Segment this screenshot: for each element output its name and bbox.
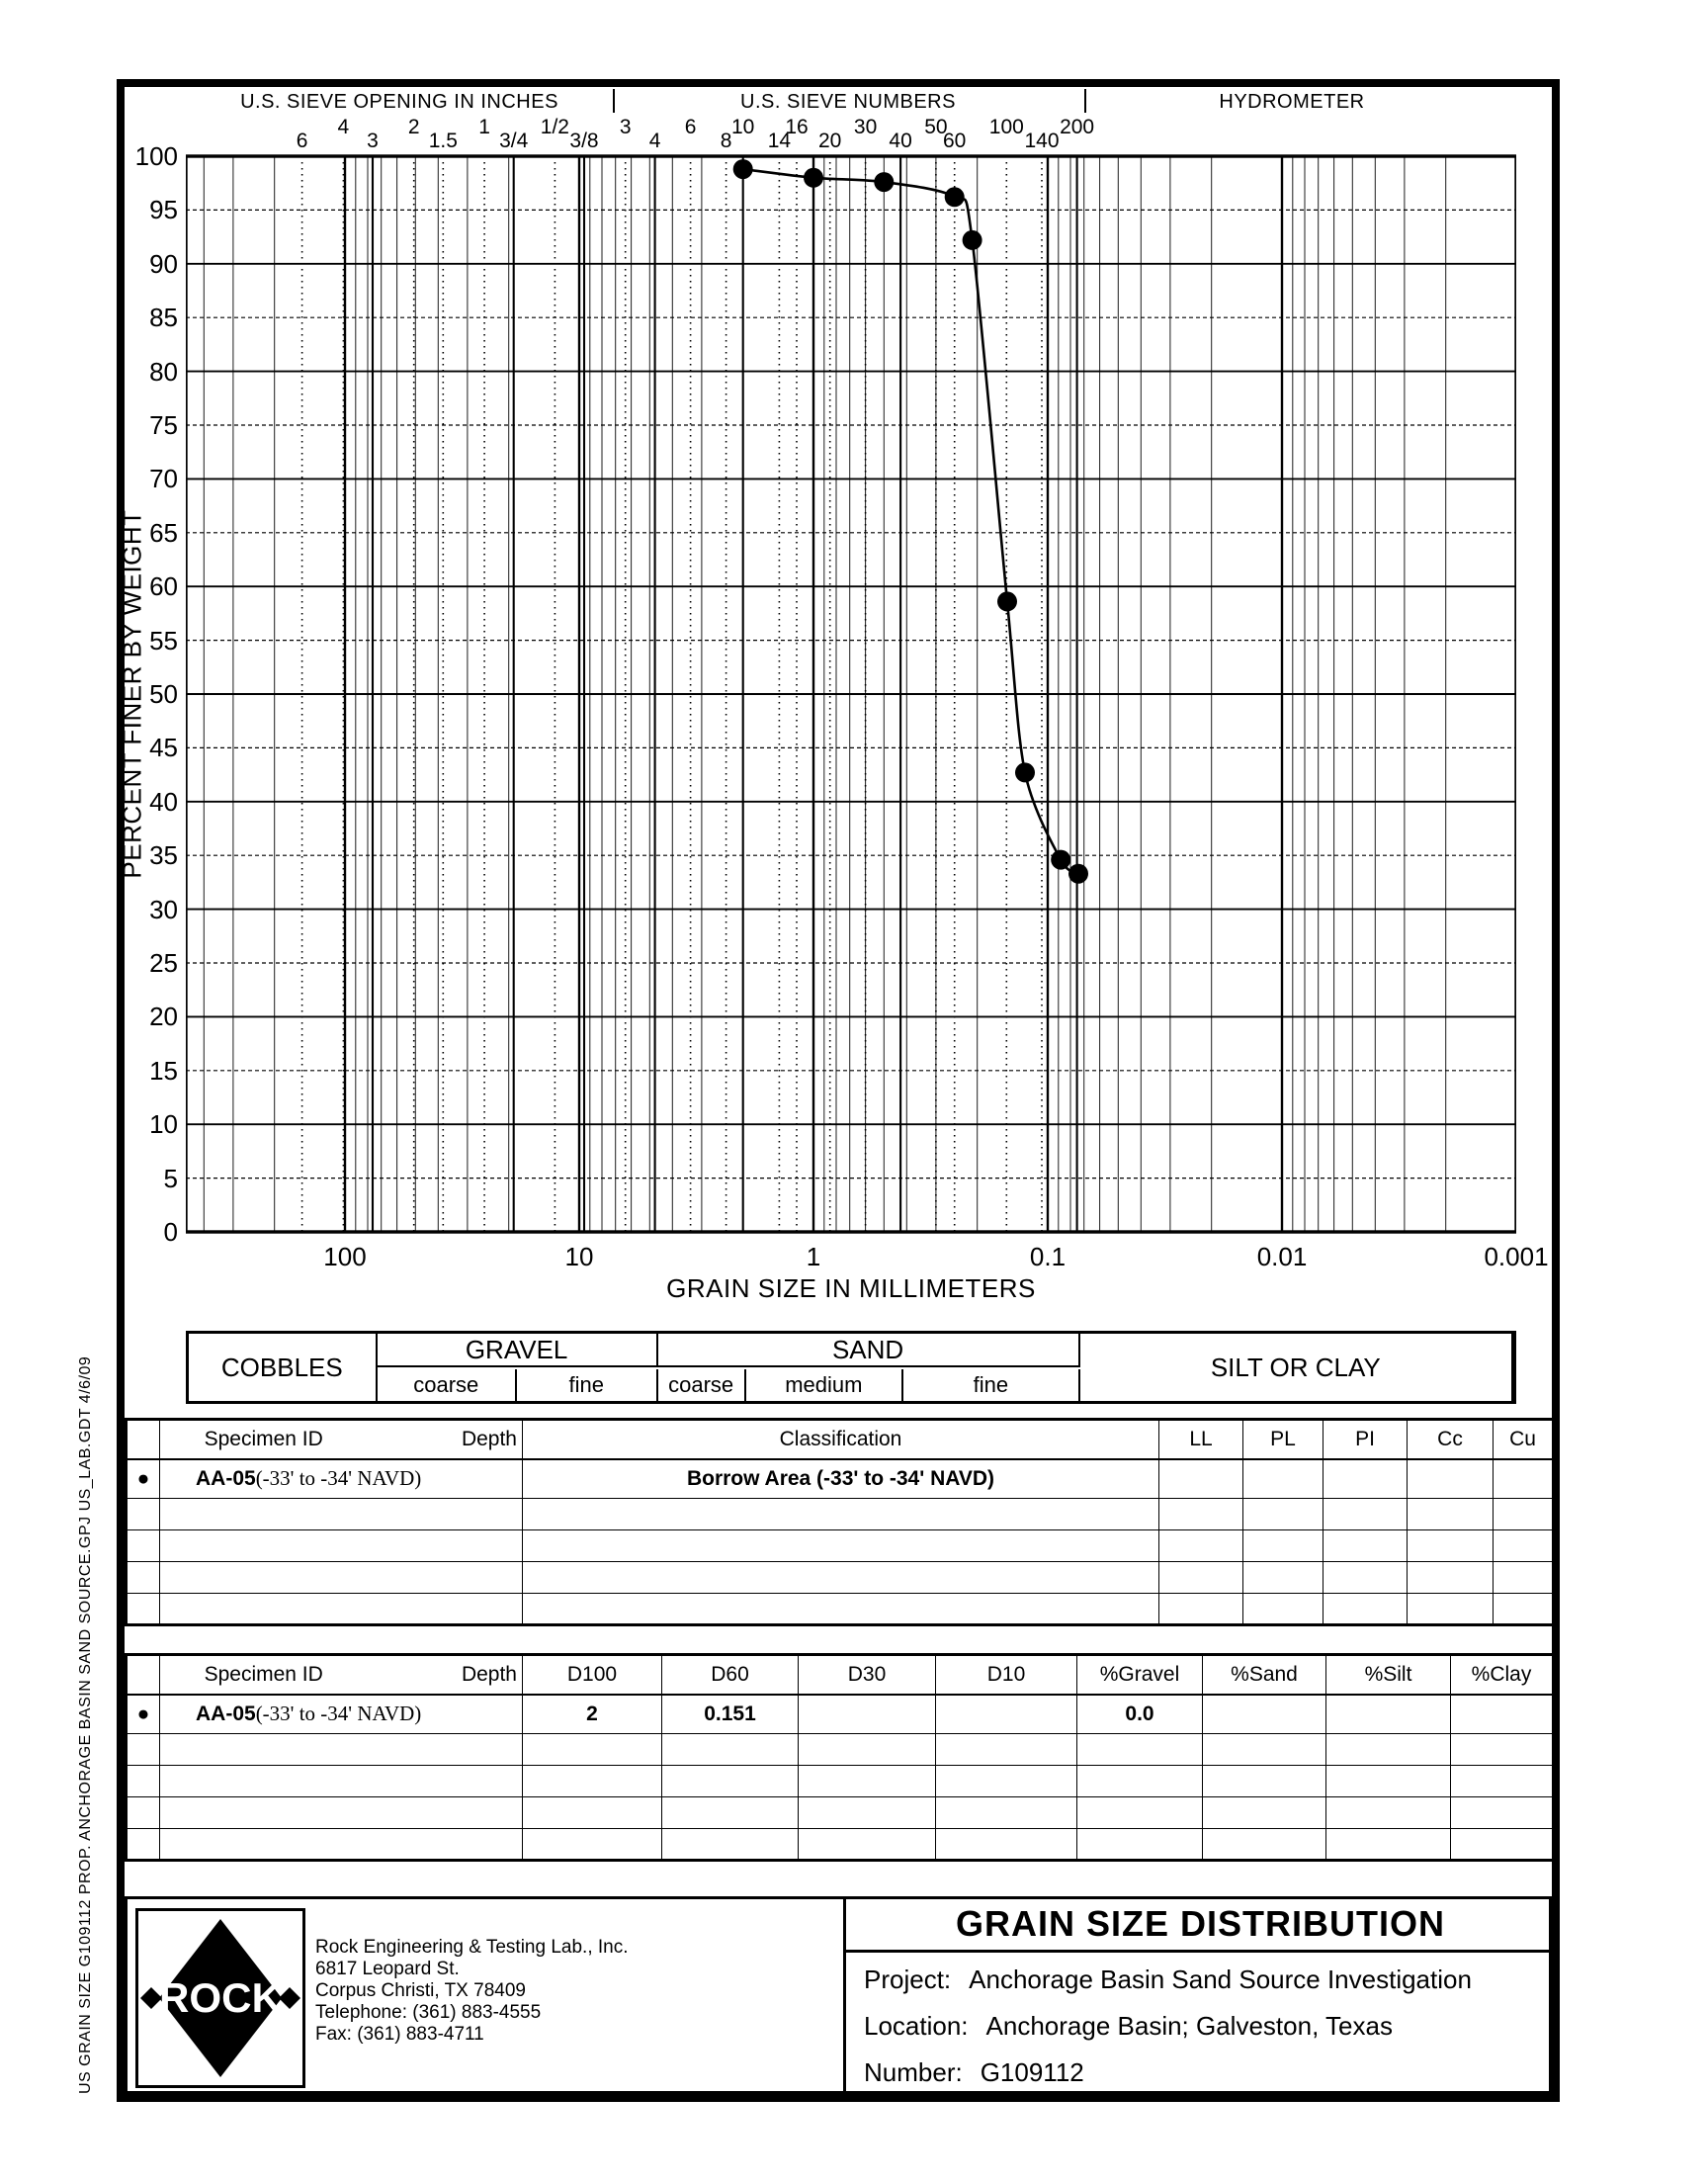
y-tick-label: 40 — [149, 786, 178, 817]
value-cell — [1494, 1459, 1554, 1499]
empty-cell — [1243, 1562, 1324, 1594]
specimen-depth-header — [160, 1420, 523, 1459]
column-header: LL — [1159, 1420, 1243, 1459]
y-tick-label: 100 — [134, 141, 178, 171]
table-row — [127, 1695, 1554, 1734]
table-row — [127, 1766, 1554, 1797]
empty-cell — [662, 1734, 799, 1766]
empty-cell — [1326, 1766, 1451, 1797]
empty-cell — [1077, 1829, 1203, 1861]
sieve-label: 3/4 — [499, 130, 529, 152]
x-tick-label: 0.001 — [1484, 1242, 1549, 1271]
column-header: D60 — [662, 1655, 799, 1695]
specimen-depth-cell — [160, 1459, 523, 1499]
empty-cell — [1408, 1530, 1494, 1562]
value-cell — [936, 1695, 1077, 1734]
column-header: Classification — [523, 1420, 1159, 1459]
empty-cell — [662, 1797, 799, 1829]
sieve-label: 4 — [337, 116, 350, 138]
value-cell — [1408, 1459, 1494, 1499]
logo-right-diamond — [279, 1987, 300, 2009]
empty-cell — [662, 1829, 799, 1861]
empty-cell — [1451, 1734, 1554, 1766]
value-cell — [799, 1695, 936, 1734]
y-tick-label: 50 — [149, 679, 178, 709]
column-header: Cc — [1408, 1420, 1494, 1459]
y-tick-label: 15 — [149, 1055, 178, 1086]
empty-cell — [127, 1766, 160, 1797]
empty-cell — [127, 1499, 160, 1530]
empty-cell — [936, 1734, 1077, 1766]
y-tick-label: 25 — [149, 948, 178, 978]
empty-cell — [160, 1499, 523, 1530]
x-tick-label: 0.01 — [1256, 1242, 1308, 1271]
table-row — [127, 1655, 1554, 1695]
empty-cell — [1203, 1829, 1326, 1861]
empty-cell — [1326, 1734, 1451, 1766]
y-tick-label: 80 — [149, 356, 178, 387]
empty-cell — [523, 1829, 662, 1861]
empty-cell — [160, 1829, 523, 1861]
class-subzone-label: fine — [517, 1369, 658, 1401]
sieve-label: 1.5 — [428, 130, 458, 152]
y-tick-label: 10 — [149, 1109, 178, 1140]
sieve-label: 4 — [648, 130, 661, 152]
empty-cell — [1159, 1594, 1243, 1625]
empty-cell — [1494, 1562, 1554, 1594]
empty-cell — [1408, 1594, 1494, 1625]
table-row — [127, 1797, 1554, 1829]
value-cell: 0.151 — [662, 1695, 799, 1734]
empty-cell — [799, 1766, 936, 1797]
data-point — [804, 168, 823, 188]
title-block — [125, 1896, 1552, 2094]
empty-cell — [160, 1797, 523, 1829]
empty-cell — [662, 1766, 799, 1797]
empty-cell — [1324, 1562, 1408, 1594]
column-header: PL — [1243, 1420, 1324, 1459]
empty-cell — [127, 1594, 160, 1625]
data-point — [963, 230, 982, 250]
empty-cell — [1451, 1797, 1554, 1829]
empty-cell — [523, 1499, 1159, 1530]
value-cell — [1326, 1695, 1451, 1734]
sieve-label: 200 — [1060, 116, 1095, 138]
empty-cell — [160, 1594, 523, 1625]
class-subzone-label: coarse — [378, 1369, 517, 1401]
company-address-line: 6817 Leopard St. — [315, 1959, 460, 1979]
empty-cell — [160, 1734, 523, 1766]
empty-cell — [160, 1766, 523, 1797]
sieve-label: 100 — [988, 116, 1024, 138]
empty-cell — [1243, 1530, 1324, 1562]
sieve-label: 50 — [924, 116, 948, 138]
empty-cell — [1494, 1530, 1554, 1562]
class-zone-label: GRAVEL — [378, 1334, 658, 1367]
column-header: %Gravel — [1077, 1655, 1203, 1695]
y-tick-label: 65 — [149, 517, 178, 548]
value-cell: Borrow Area (-33' to -34' NAVD) — [523, 1459, 1159, 1499]
empty-cell — [936, 1829, 1077, 1861]
table-row — [127, 1829, 1554, 1861]
company-address-line: Fax: (361) 883-4711 — [315, 2024, 484, 2045]
specimen-id: AA-05 — [196, 1466, 256, 1490]
column-header: Cu — [1494, 1420, 1554, 1459]
y-tick-label: 60 — [149, 571, 178, 602]
data-point — [945, 187, 965, 207]
specimen-depth-header — [160, 1655, 523, 1695]
empty-cell — [1159, 1530, 1243, 1562]
project-line — [864, 1965, 1472, 1995]
y-tick-label: 85 — [149, 303, 178, 333]
empty-cell — [160, 1530, 523, 1562]
x-tick-label: 0.1 — [1029, 1242, 1067, 1271]
empty-cell — [1203, 1734, 1326, 1766]
column-header: D100 — [523, 1655, 662, 1695]
empty-cell — [127, 1530, 160, 1562]
data-point — [1051, 850, 1070, 870]
location-value: Anchorage Basin; Galveston, Texas — [985, 2011, 1393, 2041]
soil-classification-bar — [186, 1331, 1516, 1404]
empty-cell — [127, 1562, 160, 1594]
value-cell: 0.0 — [1077, 1695, 1203, 1734]
y-tick-label: 20 — [149, 1002, 178, 1032]
column-header: %Silt — [1326, 1655, 1451, 1695]
y-tick-label: 75 — [149, 410, 178, 440]
class-subzone-label: fine — [903, 1369, 1080, 1401]
data-point — [997, 591, 1017, 611]
empty-cell — [799, 1734, 936, 1766]
y-tick-label: 45 — [149, 733, 178, 763]
y-tick-label: 30 — [149, 894, 178, 924]
empty-cell — [1451, 1829, 1554, 1861]
empty-cell — [1326, 1797, 1451, 1829]
sieve-label: 16 — [785, 116, 809, 138]
sieve-label: 3 — [367, 130, 379, 152]
column-header: PI — [1324, 1420, 1408, 1459]
table-row — [127, 1420, 1554, 1459]
project-label: Project: — [864, 1965, 952, 1994]
empty-cell — [523, 1562, 1159, 1594]
empty-cell — [799, 1829, 936, 1861]
header-separator — [613, 89, 615, 113]
column-header: D30 — [799, 1655, 936, 1695]
header-separator — [1084, 89, 1086, 113]
y-tick-label: 70 — [149, 464, 178, 494]
sieve-label: 8 — [720, 130, 732, 152]
header-sieve-numbers: U.S. SIEVE NUMBERS — [740, 91, 956, 113]
y-axis-title: PERCENT FINER BY WEIGHT — [117, 509, 147, 879]
col-specimen-id: Specimen ID — [204, 1427, 323, 1450]
class-zone-label: SILT OR CLAY — [1080, 1334, 1513, 1401]
sieve-label: 10 — [731, 116, 755, 138]
empty-cell — [936, 1797, 1077, 1829]
empty-cell — [1324, 1530, 1408, 1562]
empty-cell — [1077, 1797, 1203, 1829]
class-zone-label: COBBLES — [189, 1334, 378, 1401]
x-tick-label: 100 — [323, 1242, 367, 1271]
empty-cell — [523, 1797, 662, 1829]
data-point — [733, 159, 753, 179]
sieve-label: 30 — [853, 116, 878, 138]
gradation-values-table — [125, 1653, 1555, 1862]
y-tick-label: 35 — [149, 840, 178, 871]
specimen-depth-cell — [160, 1695, 523, 1734]
value-cell: 2 — [523, 1695, 662, 1734]
empty-cell — [1324, 1499, 1408, 1530]
x-axis-title: GRAIN SIZE IN MILLIMETERS — [666, 1273, 1036, 1303]
sieve-label: 1 — [478, 116, 490, 138]
company-address-line: Telephone: (361) 883-4555 — [315, 2002, 542, 2023]
empty-cell — [1324, 1594, 1408, 1625]
svg-text:ROCK: ROCK — [159, 1974, 282, 2021]
empty-cell — [523, 1734, 662, 1766]
data-point — [1015, 762, 1035, 782]
bullet-column-header — [127, 1655, 160, 1695]
value-cell — [1243, 1459, 1324, 1499]
empty-cell — [1494, 1499, 1554, 1530]
data-point — [1068, 864, 1088, 884]
project-value: Anchorage Basin Sand Source Investigation — [969, 1965, 1472, 1994]
y-tick-label: 90 — [149, 248, 178, 279]
empty-cell — [160, 1562, 523, 1594]
empty-cell — [127, 1797, 160, 1829]
table-row — [127, 1562, 1554, 1594]
row-bullet: ● — [127, 1695, 160, 1734]
column-header: D10 — [936, 1655, 1077, 1695]
empty-cell — [1077, 1734, 1203, 1766]
sieve-label: 14 — [767, 130, 792, 152]
x-tick-label: 10 — [564, 1242, 594, 1271]
empty-cell — [936, 1766, 1077, 1797]
class-subzone-label: coarse — [658, 1369, 746, 1401]
empty-cell — [523, 1530, 1159, 1562]
specimen-depth: (-33' to -34' NAVD) — [255, 1702, 422, 1726]
empty-cell — [523, 1766, 662, 1797]
col-depth: Depth — [461, 1662, 517, 1686]
empty-cell — [1494, 1594, 1554, 1625]
sieve-label: 140 — [1024, 130, 1060, 152]
sieve-label: 1/2 — [540, 116, 569, 138]
title-rule — [846, 1950, 1555, 1953]
class-subzone-label: medium — [746, 1369, 903, 1401]
sieve-label: 2 — [407, 116, 420, 138]
specimen-id: AA-05 — [196, 1702, 256, 1725]
data-point — [874, 172, 894, 192]
number-line — [864, 2057, 1084, 2088]
table-row — [127, 1594, 1554, 1625]
sieve-label: 6 — [684, 116, 697, 138]
y-tick-label: 95 — [149, 195, 178, 225]
empty-cell — [799, 1797, 936, 1829]
empty-cell — [1203, 1766, 1326, 1797]
number-value: G109112 — [980, 2057, 1084, 2087]
sieve-label: 3/8 — [569, 130, 599, 152]
empty-cell — [127, 1734, 160, 1766]
row-bullet: ● — [127, 1459, 160, 1499]
specimen-classification-table — [125, 1418, 1555, 1626]
rock-logo-icon — [138, 1911, 302, 2085]
company-logo-box — [135, 1908, 305, 2088]
number-label: Number: — [864, 2057, 963, 2087]
empty-cell — [1408, 1499, 1494, 1530]
value-cell — [1451, 1695, 1554, 1734]
empty-cell — [1203, 1797, 1326, 1829]
location-label: Location: — [864, 2011, 969, 2041]
report-title: GRAIN SIZE DISTRIBUTION — [955, 1903, 1445, 1944]
table-row — [127, 1530, 1554, 1562]
table-row — [127, 1734, 1554, 1766]
empty-cell — [1451, 1766, 1554, 1797]
col-depth: Depth — [461, 1427, 517, 1450]
header-sieve-opening-inches: U.S. SIEVE OPENING IN INCHES — [240, 91, 558, 113]
empty-cell — [1077, 1766, 1203, 1797]
col-specimen-id: Specimen ID — [204, 1662, 323, 1686]
empty-cell — [1159, 1562, 1243, 1594]
table-row — [127, 1499, 1554, 1530]
header-hydrometer: HYDROMETER — [1219, 91, 1365, 113]
company-address — [315, 1937, 629, 2046]
value-cell — [1203, 1695, 1326, 1734]
grain-size-chart — [186, 138, 1516, 1236]
class-zone-label: SAND — [658, 1334, 1080, 1367]
sieve-label: 40 — [889, 130, 912, 152]
empty-cell — [1243, 1499, 1324, 1530]
company-address-line: Corpus Christi, TX 78409 — [315, 1980, 526, 2001]
sieve-label: 6 — [296, 130, 308, 152]
empty-cell — [523, 1594, 1159, 1625]
empty-cell — [1243, 1594, 1324, 1625]
y-tick-label: 0 — [163, 1217, 178, 1247]
empty-cell — [127, 1829, 160, 1861]
column-header: %Clay — [1451, 1655, 1554, 1695]
empty-cell — [1408, 1562, 1494, 1594]
sieve-label: 20 — [818, 130, 842, 152]
x-tick-label: 1 — [806, 1242, 821, 1271]
sieve-label: 60 — [943, 130, 967, 152]
bullet-column-header — [127, 1420, 160, 1459]
sidebar-file-info: US GRAIN SIZE G109112 PROP. ANCHORAGE BASIN SAND SOURCE.GPJ US_LAB.GDT 4/6/09 — [77, 1355, 94, 2094]
sieve-label: 3 — [619, 116, 632, 138]
y-tick-label: 55 — [149, 625, 178, 655]
empty-cell — [1326, 1829, 1451, 1861]
specimen-depth: (-33' to -34' NAVD) — [255, 1466, 422, 1491]
location-line — [864, 2011, 1393, 2042]
column-header: %Sand — [1203, 1655, 1326, 1695]
empty-cell — [1159, 1499, 1243, 1530]
y-tick-label: 5 — [163, 1163, 178, 1193]
table-row — [127, 1459, 1554, 1499]
value-cell — [1324, 1459, 1408, 1499]
value-cell — [1159, 1459, 1243, 1499]
company-address-line: Rock Engineering & Testing Lab., Inc. — [315, 1937, 629, 1958]
